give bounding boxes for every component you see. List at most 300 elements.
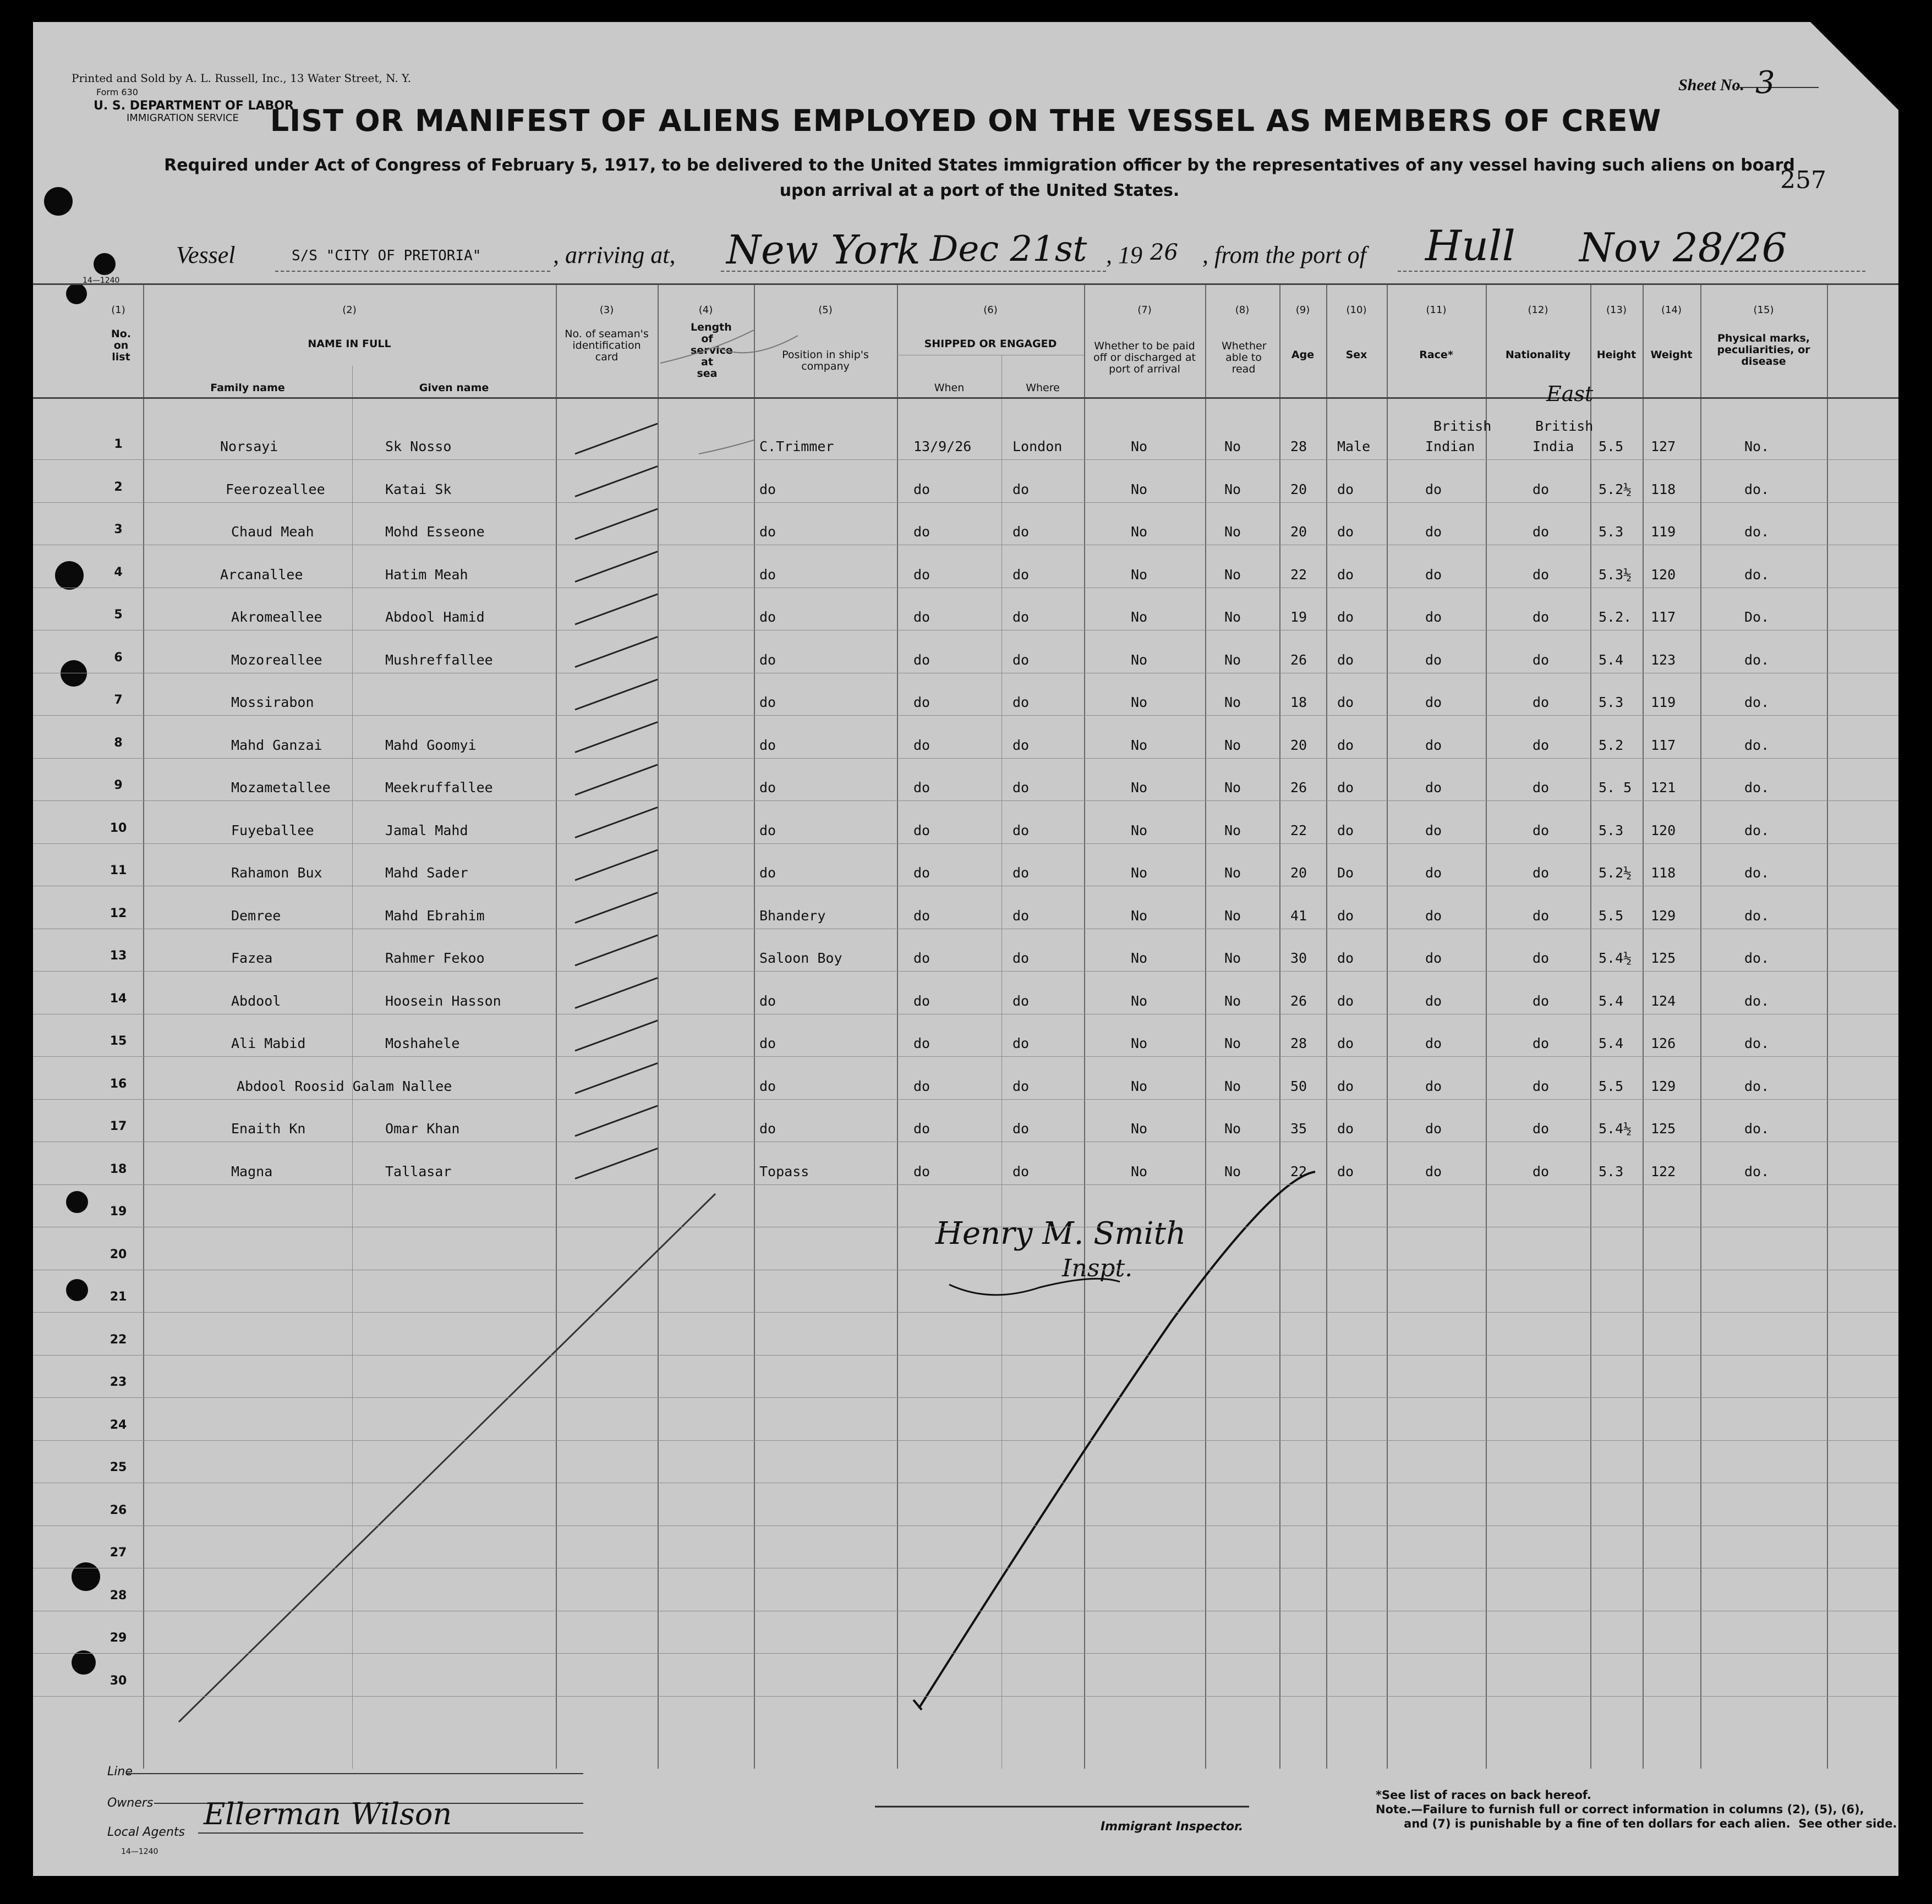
year-prefix: , 19 bbox=[1106, 242, 1142, 268]
col-num: (3) bbox=[599, 304, 614, 316]
crew-sex-cell: do bbox=[1337, 737, 1354, 753]
crew-marks-cell: do. bbox=[1744, 1163, 1770, 1179]
crew-family-cell: Abdool Roosid Galam Nallee bbox=[237, 1078, 452, 1094]
crew-age-cell: 22 bbox=[1290, 822, 1307, 838]
row-rule bbox=[33, 1653, 1898, 1654]
row-rule bbox=[33, 758, 1898, 759]
col-num: (4) bbox=[698, 304, 713, 316]
crew-marks-cell: do. bbox=[1744, 651, 1770, 668]
row-number: 1 bbox=[114, 437, 123, 451]
stamp-number: 257 bbox=[1780, 166, 1826, 194]
row-rule bbox=[33, 1355, 1898, 1356]
crew-paid-cell: No bbox=[1131, 694, 1148, 710]
departure-date: Nov 28/26 bbox=[1579, 224, 1787, 271]
crew-race-cell: do bbox=[1425, 1035, 1442, 1051]
crew-sex-cell: do bbox=[1337, 907, 1354, 924]
crew-height-cell: 5.4½ bbox=[1599, 950, 1632, 966]
crew-position-cell: C.Trimmer bbox=[759, 438, 834, 454]
crew-paid-cell: No bbox=[1131, 950, 1148, 966]
crew-read-cell: No bbox=[1224, 865, 1241, 881]
col-num: (7) bbox=[1137, 304, 1152, 316]
crew-weight-cell: 122 bbox=[1651, 1163, 1676, 1179]
id-card-check-stroke bbox=[575, 594, 658, 624]
crew-nat-cell: do bbox=[1533, 481, 1550, 497]
col-num: (10) bbox=[1346, 304, 1367, 316]
nationality-top: British bbox=[1535, 418, 1594, 434]
id-card-check-stroke bbox=[575, 467, 658, 497]
crew-race-cell: do bbox=[1425, 651, 1442, 668]
row-number: 5 bbox=[114, 608, 123, 622]
crew-where-cell: do bbox=[1012, 822, 1030, 838]
crew-age-cell: 22 bbox=[1290, 1163, 1307, 1179]
crew-where-cell: do bbox=[1012, 651, 1030, 668]
arriving-label: , arriving at, bbox=[553, 242, 676, 268]
row-number: 24 bbox=[110, 1418, 127, 1432]
crew-family-cell: Fazea bbox=[231, 950, 273, 966]
id-card-check-stroke bbox=[575, 1063, 658, 1094]
row-rule bbox=[33, 1696, 1898, 1697]
row-number: 19 bbox=[110, 1205, 127, 1219]
crew-given-cell: Meekruffallee bbox=[385, 780, 493, 795]
crew-paid-cell: No bbox=[1131, 1035, 1148, 1051]
row-number: 22 bbox=[110, 1332, 127, 1347]
crew-height-cell: 5.2½ bbox=[1599, 865, 1632, 881]
crew-nat-cell: do bbox=[1533, 1035, 1550, 1051]
printer-line: Printed and Sold by A. L. Russell, Inc., 13 Water Street, N. Y. bbox=[72, 72, 412, 85]
crew-sex-cell: Male bbox=[1337, 438, 1371, 454]
crew-nat-cell: do bbox=[1533, 1121, 1550, 1137]
crew-sex-cell: Do bbox=[1337, 865, 1354, 881]
crew-when-cell: do bbox=[913, 609, 931, 625]
col-num: (15) bbox=[1753, 304, 1774, 316]
row-rule bbox=[33, 1184, 1898, 1185]
vessel-name: S/S "CITY OF PRETORIA" bbox=[292, 248, 481, 264]
page-title: LIST OR MANIFEST OF ALIENS EMPLOYED ON THE VESSEL AS MEMBERS OF CREW bbox=[270, 103, 1662, 138]
row-number: 28 bbox=[110, 1588, 127, 1603]
row-rule bbox=[33, 1397, 1898, 1398]
crew-where-cell: do bbox=[1012, 1035, 1030, 1051]
row-rule bbox=[33, 1312, 1898, 1313]
row-number: 2 bbox=[114, 480, 123, 494]
row-number: 11 bbox=[110, 864, 127, 877]
crew-sex-cell: do bbox=[1337, 566, 1354, 583]
row-rule bbox=[33, 843, 1898, 844]
col-head-age: Age bbox=[1291, 349, 1315, 361]
crew-marks-cell: do. bbox=[1744, 992, 1770, 1009]
crew-position-cell: Saloon Boy bbox=[759, 950, 842, 966]
col-head-read: Whether able to read bbox=[1222, 340, 1267, 375]
crew-read-cell: No bbox=[1224, 907, 1241, 924]
crew-read-cell: No bbox=[1224, 822, 1241, 838]
crew-nat-cell: do bbox=[1533, 651, 1550, 668]
crew-family-cell: Akromeallee bbox=[231, 609, 322, 625]
row-number: 7 bbox=[114, 693, 123, 707]
crew-height-cell: 5.2. bbox=[1599, 609, 1632, 625]
col-num: (5) bbox=[818, 304, 833, 316]
crew-when-cell: do bbox=[913, 737, 931, 753]
form-number: Form 630 bbox=[96, 87, 138, 97]
crew-position-cell: do bbox=[759, 694, 776, 710]
pencil-stroke bbox=[715, 336, 798, 353]
crew-when-cell: do bbox=[913, 950, 931, 966]
crew-family-cell: Ali Mabid bbox=[231, 1035, 306, 1051]
crew-age-cell: 20 bbox=[1290, 865, 1307, 881]
row-number: 27 bbox=[110, 1546, 127, 1560]
crew-read-cell: No bbox=[1224, 609, 1241, 625]
inspector-signature: Henry M. Smith bbox=[935, 1216, 1186, 1252]
crew-age-cell: 18 bbox=[1290, 694, 1307, 710]
crew-race-cell: do bbox=[1425, 1163, 1442, 1179]
crew-where-cell: do bbox=[1012, 1078, 1030, 1094]
crew-family-cell: Enaith Kn bbox=[231, 1121, 306, 1137]
crew-age-cell: 20 bbox=[1290, 737, 1307, 753]
crew-race-cell: do bbox=[1425, 737, 1442, 753]
id-card-check-stroke bbox=[575, 1149, 658, 1179]
row-number: 26 bbox=[110, 1503, 127, 1517]
crew-where-cell: do bbox=[1012, 992, 1030, 1009]
row-number: 29 bbox=[110, 1631, 127, 1645]
arrival-date: Dec 21st bbox=[930, 229, 1087, 270]
crew-read-cell: No bbox=[1224, 1078, 1241, 1094]
crew-when-cell: do bbox=[913, 566, 931, 583]
crew-when-cell: 13/9/26 bbox=[913, 438, 972, 454]
crew-weight-cell: 129 bbox=[1651, 1078, 1676, 1094]
crew-when-cell: do bbox=[913, 524, 931, 540]
crew-height-cell: 5.4½ bbox=[1599, 1121, 1632, 1137]
crew-when-cell: do bbox=[913, 865, 931, 881]
local-agents-signature: Ellerman Wilson bbox=[204, 1797, 452, 1831]
crew-family-cell: Norsayi bbox=[220, 438, 278, 454]
crew-nat-cell: do bbox=[1533, 907, 1550, 924]
row-rule bbox=[33, 1099, 1898, 1100]
row-rule bbox=[33, 1440, 1898, 1441]
row-number: 16 bbox=[110, 1077, 127, 1091]
crew-when-cell: do bbox=[913, 1035, 931, 1051]
crew-age-cell: 26 bbox=[1290, 992, 1307, 1009]
row-number: 17 bbox=[110, 1120, 127, 1133]
crew-sex-cell: do bbox=[1337, 609, 1354, 625]
crew-height-cell: 5.3 bbox=[1599, 524, 1624, 540]
crew-height-cell: 5.2½ bbox=[1599, 481, 1632, 497]
crew-marks-cell: do. bbox=[1744, 1078, 1770, 1094]
crew-when-cell: do bbox=[913, 992, 931, 1009]
crew-height-cell: 5. 5 bbox=[1599, 780, 1632, 795]
crew-height-cell: 5.5 bbox=[1599, 1078, 1624, 1094]
crew-given-cell: Tallasar bbox=[385, 1163, 452, 1179]
crew-position-cell: do bbox=[759, 609, 776, 625]
crew-weight-cell: 126 bbox=[1651, 1035, 1676, 1051]
sheet-number: 3 bbox=[1755, 65, 1775, 101]
crew-given-cell: Sk Nosso bbox=[385, 438, 452, 454]
crew-where-cell: do bbox=[1012, 481, 1030, 497]
col-num: (1) bbox=[111, 304, 125, 316]
row-number: 15 bbox=[110, 1034, 127, 1048]
crew-where-cell: do bbox=[1012, 566, 1030, 583]
departure-port: Hull bbox=[1425, 221, 1515, 270]
crew-family-cell: Fuyeballee bbox=[231, 822, 314, 838]
service-name: IMMIGRATION SERVICE bbox=[127, 112, 239, 124]
id-card-check-stroke bbox=[575, 1106, 658, 1136]
row-number: 8 bbox=[114, 736, 123, 750]
crew-family-cell: Rahamon Bux bbox=[231, 865, 322, 881]
crew-family-cell: Mossirabon bbox=[231, 694, 314, 710]
row-number: 23 bbox=[110, 1375, 127, 1389]
crew-marks-cell: do. bbox=[1744, 950, 1770, 966]
crew-where-cell: London bbox=[1012, 438, 1063, 454]
crew-family-cell: Arcanallee bbox=[220, 566, 303, 583]
id-card-check-stroke bbox=[575, 765, 658, 795]
crew-where-cell: do bbox=[1012, 907, 1030, 924]
crew-marks-cell: do. bbox=[1744, 1121, 1770, 1137]
crew-paid-cell: No bbox=[1131, 566, 1148, 583]
crew-given-cell: Mohd Esseone bbox=[385, 524, 485, 540]
id-card-check-stroke bbox=[575, 424, 658, 454]
crew-when-cell: do bbox=[913, 780, 931, 795]
crew-nat-cell: do bbox=[1533, 865, 1550, 881]
crew-family-cell: Abdool bbox=[231, 992, 281, 1009]
crew-race-cell: do bbox=[1425, 694, 1442, 710]
crew-position-cell: do bbox=[759, 865, 776, 881]
crew-family-cell: Mozoreallee bbox=[231, 651, 322, 668]
crew-weight-cell: 121 bbox=[1651, 780, 1676, 795]
row-rule bbox=[33, 459, 1898, 460]
crew-race-cell: do bbox=[1425, 865, 1442, 881]
crew-read-cell: No bbox=[1224, 1035, 1241, 1051]
crew-height-cell: 5.2 bbox=[1599, 737, 1624, 753]
crew-where-cell: do bbox=[1012, 865, 1030, 881]
row-number: 3 bbox=[114, 523, 123, 536]
crew-paid-cell: No bbox=[1131, 780, 1148, 795]
col-num: (6) bbox=[983, 304, 998, 316]
crew-marks-cell: do. bbox=[1744, 865, 1770, 881]
id-card-check-stroke bbox=[575, 935, 658, 965]
crew-weight-cell: 119 bbox=[1651, 524, 1676, 540]
crew-read-cell: No bbox=[1224, 1163, 1241, 1179]
crew-position-cell: do bbox=[759, 992, 776, 1009]
sheet-label: Sheet No. bbox=[1678, 76, 1744, 94]
row-number: 10 bbox=[110, 821, 127, 835]
crew-sex-cell: do bbox=[1337, 524, 1354, 540]
crew-weight-cell: 117 bbox=[1651, 609, 1676, 625]
row-number: 14 bbox=[110, 991, 127, 1006]
col-head-physical: Physical marks, peculiarities, or disease bbox=[1717, 332, 1810, 367]
pencil-stroke bbox=[660, 330, 754, 363]
strike-through-line bbox=[179, 1194, 715, 1722]
crew-nat-cell: do bbox=[1533, 1078, 1550, 1094]
crew-paid-cell: No bbox=[1131, 524, 1148, 540]
crew-paid-cell: No bbox=[1131, 438, 1148, 454]
col-num: (13) bbox=[1606, 304, 1627, 316]
crew-where-cell: do bbox=[1012, 524, 1030, 540]
crew-nat-cell: do bbox=[1533, 694, 1550, 710]
crew-given-cell: Mushreffallee bbox=[385, 651, 493, 668]
nationality-note: East bbox=[1546, 382, 1594, 406]
row-number: 21 bbox=[110, 1290, 127, 1304]
crew-where-cell: do bbox=[1012, 737, 1030, 753]
crew-position-cell: do bbox=[759, 737, 776, 753]
crew-where-cell: do bbox=[1012, 1163, 1030, 1179]
crew-given-cell: Omar Khan bbox=[385, 1121, 460, 1137]
col-head-nationality: Nationality bbox=[1505, 349, 1571, 361]
row-number: 9 bbox=[114, 778, 123, 792]
crew-when-cell: do bbox=[913, 907, 931, 924]
crew-marks-cell: No. bbox=[1744, 438, 1770, 454]
year-suffix: 26 bbox=[1150, 240, 1178, 265]
col-num: (2) bbox=[342, 304, 357, 316]
id-card-check-stroke bbox=[575, 552, 658, 582]
crew-race-cell: do bbox=[1425, 822, 1442, 838]
row-number: 4 bbox=[114, 565, 123, 579]
crew-nat-cell: do bbox=[1533, 566, 1550, 583]
col-head-shipped: SHIPPED OR ENGAGED bbox=[924, 338, 1057, 350]
footer-agents-label: Local Agents bbox=[107, 1825, 185, 1839]
col-head-race: Race* bbox=[1419, 349, 1453, 361]
crew-family-cell: Magna bbox=[231, 1163, 273, 1179]
id-card-check-stroke bbox=[575, 850, 658, 880]
crew-sex-cell: do bbox=[1337, 1163, 1354, 1179]
crew-where-cell: do bbox=[1012, 1121, 1030, 1137]
crew-marks-cell: do. bbox=[1744, 737, 1770, 753]
crew-paid-cell: No bbox=[1131, 1121, 1148, 1137]
crew-where-cell: do bbox=[1012, 694, 1030, 710]
row-rule bbox=[33, 715, 1898, 716]
department-name: U. S. DEPARTMENT OF LABOR bbox=[94, 99, 294, 113]
crew-given-cell: Mahd Sader bbox=[385, 865, 468, 881]
crew-read-cell: No bbox=[1224, 992, 1241, 1009]
id-card-strokes bbox=[575, 424, 658, 1179]
crew-height-cell: 5.3 bbox=[1599, 822, 1624, 838]
row-rule bbox=[33, 502, 1898, 503]
crew-marks-cell: Do. bbox=[1744, 609, 1770, 625]
crew-height-cell: 5.5 bbox=[1599, 907, 1624, 924]
crew-read-cell: No bbox=[1224, 780, 1241, 795]
crew-race-cell: do bbox=[1425, 566, 1442, 583]
crew-weight-cell: 127 bbox=[1651, 438, 1676, 454]
crew-when-cell: do bbox=[913, 694, 931, 710]
crew-position-cell: Topass bbox=[759, 1163, 809, 1179]
crew-nat-cell: do bbox=[1533, 1163, 1550, 1179]
crew-sex-cell: do bbox=[1337, 822, 1354, 838]
crew-sex-cell: do bbox=[1337, 651, 1354, 668]
crew-weight-cell: 125 bbox=[1651, 1121, 1676, 1137]
crew-position-cell: do bbox=[759, 1121, 776, 1137]
crew-family-cell: Chaud Meah bbox=[231, 524, 314, 540]
crew-weight-cell: 119 bbox=[1651, 694, 1676, 710]
crew-nat-cell: India bbox=[1533, 438, 1574, 454]
crew-race-cell: do bbox=[1425, 1078, 1442, 1094]
crew-marks-cell: do. bbox=[1744, 566, 1770, 583]
crew-given-cell: Moshahele bbox=[385, 1035, 460, 1051]
col-num: (14) bbox=[1661, 304, 1682, 316]
inspector-title: Inspt. bbox=[1062, 1254, 1133, 1282]
crew-sex-cell: do bbox=[1337, 780, 1354, 795]
id-card-check-stroke bbox=[575, 637, 658, 667]
footer-form-code: 14—1240 bbox=[121, 1847, 158, 1856]
crew-weight-cell: 129 bbox=[1651, 907, 1676, 924]
crew-paid-cell: No bbox=[1131, 907, 1148, 924]
crew-where-cell: do bbox=[1012, 950, 1030, 966]
crew-weight-cell: 124 bbox=[1651, 992, 1676, 1009]
crew-weight-cell: 117 bbox=[1651, 737, 1676, 753]
crew-height-cell: 5.4 bbox=[1599, 1035, 1624, 1051]
crew-age-cell: 35 bbox=[1290, 1121, 1307, 1137]
crew-race-cell: do bbox=[1425, 950, 1442, 966]
row-rule bbox=[33, 971, 1898, 972]
crew-position-cell: do bbox=[759, 524, 776, 540]
row-number: 20 bbox=[110, 1247, 127, 1261]
crew-read-cell: No bbox=[1224, 651, 1241, 668]
footer-note: *See list of races on back hereof. Note.—Failure to furnish full or correct information in columns (2), (5), (6), and (7) is punishable by a fine of ten dollars for each alien. See other side. bbox=[1376, 1788, 1897, 1830]
crew-family-cell: Mozametallee bbox=[231, 780, 331, 795]
from-label: , from the port of bbox=[1202, 242, 1366, 268]
crew-height-cell: 5.3 bbox=[1599, 694, 1624, 710]
crew-when-cell: do bbox=[913, 481, 931, 497]
crew-age-cell: 19 bbox=[1290, 609, 1307, 625]
crew-read-cell: No bbox=[1224, 566, 1241, 583]
crew-paid-cell: No bbox=[1131, 651, 1148, 668]
crew-when-cell: do bbox=[913, 1163, 931, 1179]
row-number: 25 bbox=[110, 1461, 127, 1474]
crew-sex-cell: do bbox=[1337, 1035, 1354, 1051]
pen-strokes bbox=[33, 22, 1898, 1876]
crew-given-cell: Rahmer Fekoo bbox=[385, 950, 485, 966]
row-number: 13 bbox=[110, 949, 127, 963]
row-rule bbox=[33, 800, 1898, 801]
crew-height-cell: 5.4 bbox=[1599, 992, 1624, 1009]
col-head-height: Height bbox=[1596, 349, 1637, 361]
crew-given-cell: Mahd Ebrahim bbox=[385, 907, 485, 924]
pencil-stroke bbox=[699, 440, 754, 454]
row-number: 18 bbox=[110, 1162, 127, 1176]
crew-sex-cell: do bbox=[1337, 950, 1354, 966]
row-number: 6 bbox=[114, 650, 123, 665]
crew-age-cell: 20 bbox=[1290, 524, 1307, 540]
crew-given-cell: Katai Sk bbox=[385, 481, 452, 497]
crew-where-cell: do bbox=[1012, 609, 1030, 625]
crew-given-cell: Hoosein Hasson bbox=[385, 992, 501, 1009]
crew-age-cell: 20 bbox=[1290, 481, 1307, 497]
crew-race-cell: do bbox=[1425, 481, 1442, 497]
crew-sex-cell: do bbox=[1337, 1078, 1354, 1094]
crew-read-cell: No bbox=[1224, 524, 1241, 540]
arrival-port: New York bbox=[726, 227, 921, 273]
crew-weight-cell: 123 bbox=[1651, 651, 1676, 668]
crew-age-cell: 28 bbox=[1290, 438, 1307, 454]
manifest-sheet bbox=[33, 22, 1898, 1876]
col-head-position: Position in ship's company bbox=[782, 349, 869, 372]
crew-age-cell: 30 bbox=[1290, 950, 1307, 966]
crew-weight-cell: 118 bbox=[1651, 481, 1676, 497]
crew-paid-cell: No bbox=[1131, 737, 1148, 753]
col-num: (8) bbox=[1235, 304, 1250, 316]
crew-read-cell: No bbox=[1224, 737, 1241, 753]
crew-sex-cell: do bbox=[1337, 481, 1354, 497]
crew-paid-cell: No bbox=[1131, 822, 1148, 838]
page-subtitle: Required under Act of Congress of February 5, 1917, to be delivered to the United States immigration officer by the representatives of any vessel having such aliens on board upon arrival at a port of the United States. bbox=[164, 156, 1795, 200]
crew-paid-cell: No bbox=[1131, 1078, 1148, 1094]
crew-paid-cell: No bbox=[1131, 481, 1148, 497]
id-card-check-stroke bbox=[575, 1020, 658, 1051]
crew-family-cell: Demree bbox=[231, 907, 281, 924]
col-head-family: Family name bbox=[210, 382, 285, 394]
crew-race-cell: do bbox=[1425, 1121, 1442, 1137]
crew-when-cell: do bbox=[913, 651, 931, 668]
crew-where-cell: do bbox=[1012, 780, 1030, 795]
crew-given-cell: Hatim Meah bbox=[385, 566, 468, 583]
crew-weight-cell: 120 bbox=[1651, 822, 1676, 838]
id-card-check-stroke bbox=[575, 893, 658, 923]
crew-marks-cell: do. bbox=[1744, 481, 1770, 497]
